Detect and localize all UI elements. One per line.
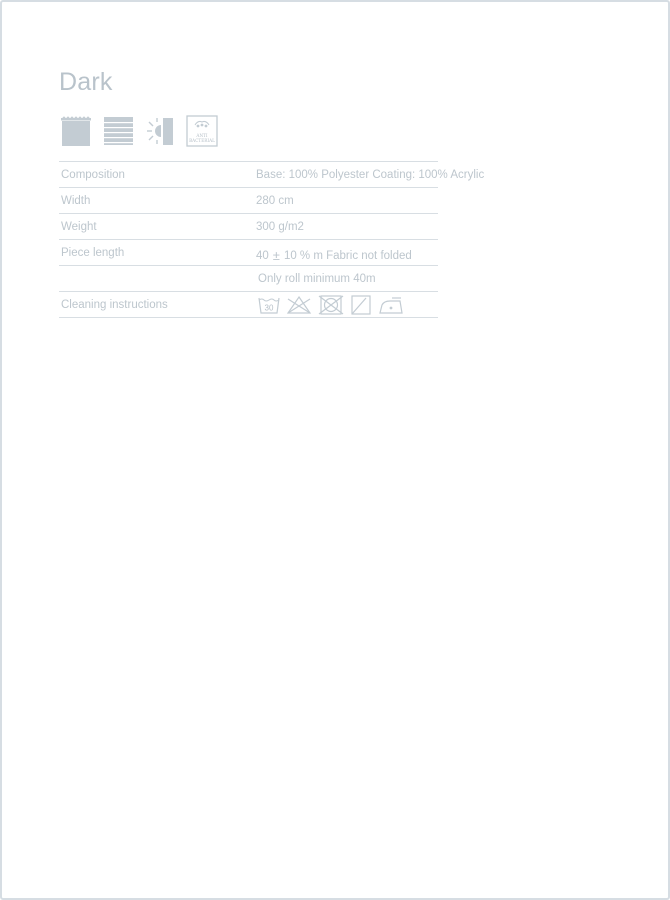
spec-label: Cleaning instructions: [61, 299, 168, 311]
iron-low-heat-icon: [378, 295, 404, 318]
plus-minus-symbol: ±: [272, 248, 280, 263]
care-icons: [258, 295, 410, 318]
spec-row-composition: [59, 162, 485, 188]
spec-row-roll-note: [59, 266, 438, 292]
spec-label: Piece length: [61, 247, 125, 259]
spec-label: Width: [61, 195, 91, 207]
piece-length-number: 40: [256, 250, 269, 262]
spec-label: Composition: [61, 169, 125, 181]
striped-fabric-icon: [103, 116, 134, 151]
svg-text:BACTERIAL: BACTERIAL: [189, 137, 215, 143]
light-blocking-icon: [145, 116, 175, 151]
do-not-tumble-dry-icon: [318, 295, 344, 318]
line-dry-icon: [350, 295, 372, 318]
spec-label: Weight: [61, 221, 97, 233]
svg-text:ANTI: ANTI: [196, 132, 208, 138]
spec-row-piece-length: [59, 240, 438, 266]
spec-value: 280 cm: [256, 195, 294, 207]
spec-value: Base: 100% Polyester Coating: 100% Acrylic: [256, 169, 485, 181]
spec-row-cleaning: [59, 292, 438, 318]
spec-row-weight: [59, 214, 438, 240]
spec-value: 300 g/m2: [256, 221, 304, 233]
page-title: Dark: [59, 68, 113, 96]
spec-value: Only roll minimum 40m: [258, 273, 376, 285]
anti-bacterial-badge-icon: [186, 115, 218, 152]
spec-value: [256, 247, 412, 262]
svg-text:30: 30: [264, 303, 274, 313]
spec-row-width: [59, 188, 438, 214]
specifications-table: [59, 161, 485, 318]
piece-length-note: 10 % m Fabric not folded: [283, 250, 412, 262]
feature-icons: [60, 117, 229, 149]
wash-30-icon: [258, 295, 280, 318]
do-not-bleach-icon: [286, 295, 312, 318]
blackout-roller-blind-icon: [60, 116, 92, 151]
